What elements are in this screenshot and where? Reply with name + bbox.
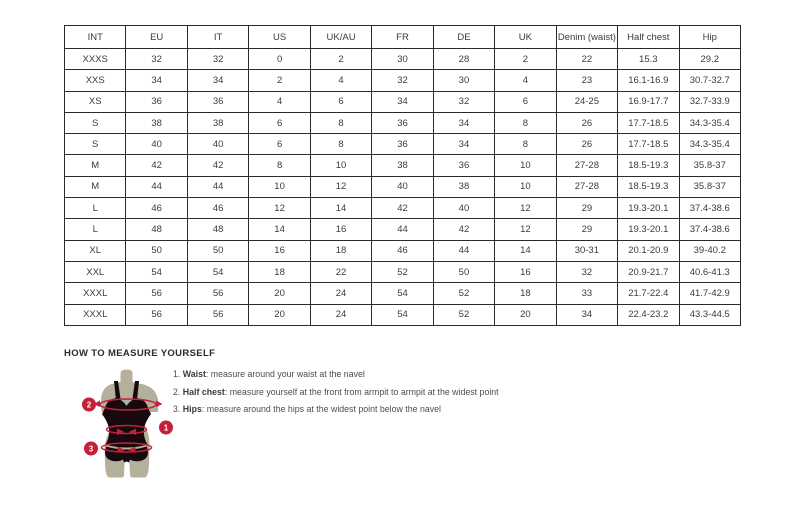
size-cell: 48	[187, 219, 248, 240]
table-row	[65, 70, 741, 91]
size-cell: M	[65, 176, 126, 197]
size-cell: 44	[126, 176, 187, 197]
size-cell: XXXL	[65, 283, 126, 304]
table-row	[65, 283, 741, 304]
size-cell: 52	[372, 261, 433, 282]
size-cell: 15.3	[618, 49, 679, 70]
size-cell: 26	[556, 112, 617, 133]
measure-instruction	[173, 387, 499, 397]
size-cell: XS	[65, 91, 126, 112]
table-row	[65, 219, 741, 240]
size-cell: 18	[310, 240, 371, 261]
size-cell: 19.3-20.1	[618, 219, 679, 240]
size-cell: 12	[495, 219, 556, 240]
size-cell: 22.4-23.2	[618, 304, 679, 325]
size-cell: 16	[310, 219, 371, 240]
size-cell: 40.6-41.3	[679, 261, 740, 282]
size-cell: 50	[433, 261, 494, 282]
size-cell: 50	[187, 240, 248, 261]
size-cell: 39-40.2	[679, 240, 740, 261]
table-row	[65, 240, 741, 261]
size-cell: 29.2	[679, 49, 740, 70]
size-cell: 24	[310, 304, 371, 325]
size-cell: 22	[556, 49, 617, 70]
size-cell: 44	[433, 240, 494, 261]
size-cell: 19.3-20.1	[618, 198, 679, 219]
size-cell: 16	[249, 240, 310, 261]
size-cell: 34	[433, 112, 494, 133]
table-row	[65, 91, 741, 112]
size-cell: 20	[495, 304, 556, 325]
size-cell: 44	[372, 219, 433, 240]
size-cell: XXXL	[65, 304, 126, 325]
size-cell: 41.7-42.9	[679, 283, 740, 304]
column-header: EU	[126, 26, 187, 49]
size-cell: 10	[495, 176, 556, 197]
measure-section-title: HOW TO MEASURE YOURSELF	[64, 348, 216, 359]
size-cell: 34.3-35.4	[679, 112, 740, 133]
size-cell: 36	[126, 91, 187, 112]
size-cell: S	[65, 112, 126, 133]
size-cell: 32.7-33.9	[679, 91, 740, 112]
size-cell: 14	[310, 198, 371, 219]
size-cell: 54	[372, 304, 433, 325]
size-cell: 38	[372, 155, 433, 176]
size-cell: 42	[126, 155, 187, 176]
size-cell: 18	[495, 283, 556, 304]
size-cell: 22	[310, 261, 371, 282]
size-cell: 18	[249, 261, 310, 282]
size-cell: 18.5-19.3	[618, 155, 679, 176]
size-cell: 34.3-35.4	[679, 134, 740, 155]
size-cell: 38	[126, 112, 187, 133]
size-cell: 8	[310, 112, 371, 133]
instruction-number: 1.	[173, 369, 183, 379]
column-header: FR	[372, 26, 433, 49]
instruction-number: 3.	[173, 404, 183, 414]
size-cell: 12	[310, 176, 371, 197]
size-cell: XXXS	[65, 49, 126, 70]
chest-arrow-right	[156, 401, 163, 408]
size-cell: XXL	[65, 261, 126, 282]
badge-waist	[159, 421, 173, 435]
size-table-head-row	[65, 26, 741, 49]
size-cell: 8	[249, 155, 310, 176]
measure-instruction	[173, 404, 499, 414]
size-table-body	[65, 49, 741, 326]
size-cell: 30	[433, 70, 494, 91]
size-cell: 37.4-38.6	[679, 219, 740, 240]
size-cell: 10	[310, 155, 371, 176]
instruction-term: Half chest	[182, 386, 225, 397]
size-cell: 32	[433, 91, 494, 112]
size-cell: 10	[249, 176, 310, 197]
column-header: Hip	[679, 26, 740, 49]
size-cell: 26	[556, 134, 617, 155]
size-cell: 24-25	[556, 91, 617, 112]
table-row	[65, 155, 741, 176]
column-header: UK	[495, 26, 556, 49]
size-cell: 20	[249, 283, 310, 304]
size-cell: 30	[372, 49, 433, 70]
size-cell: 44	[187, 176, 248, 197]
size-cell: 56	[187, 304, 248, 325]
size-cell: 10	[495, 155, 556, 176]
size-table-head	[65, 26, 741, 49]
table-row	[65, 176, 741, 197]
size-cell: 40	[433, 198, 494, 219]
instruction-text: : measure around your waist at the navel	[205, 369, 365, 379]
size-cell: 30-31	[556, 240, 617, 261]
size-cell: 8	[495, 134, 556, 155]
size-cell: 12	[495, 198, 556, 219]
size-cell: 36	[433, 155, 494, 176]
column-header: US	[249, 26, 310, 49]
badge-hips	[84, 442, 98, 456]
size-cell: 14	[249, 219, 310, 240]
size-cell: 28	[433, 49, 494, 70]
size-cell: 34	[433, 134, 494, 155]
size-cell: 2	[310, 49, 371, 70]
size-cell: 4	[249, 91, 310, 112]
column-header: IT	[187, 26, 248, 49]
size-cell: 34	[556, 304, 617, 325]
size-cell: 54	[187, 261, 248, 282]
size-cell: 27-28	[556, 155, 617, 176]
size-cell: 52	[433, 283, 494, 304]
size-cell: 2	[495, 49, 556, 70]
size-cell: 36	[187, 91, 248, 112]
size-cell: 54	[372, 283, 433, 304]
size-cell: 16.9-17.7	[618, 91, 679, 112]
size-cell: 50	[126, 240, 187, 261]
size-cell: M	[65, 155, 126, 176]
instruction-term: Waist	[182, 369, 206, 379]
size-cell: S	[65, 134, 126, 155]
size-cell: 8	[495, 112, 556, 133]
size-table	[64, 25, 741, 326]
size-cell: 38	[187, 112, 248, 133]
size-cell: 34	[372, 91, 433, 112]
size-cell: 16.1-16.9	[618, 70, 679, 91]
size-cell: 40	[126, 134, 187, 155]
table-row	[65, 49, 741, 70]
size-cell: 17.7-18.5	[618, 112, 679, 133]
instruction-text: : measure around the hips at the widest point below the navel	[201, 404, 441, 414]
size-cell: L	[65, 219, 126, 240]
size-cell: 4	[310, 70, 371, 91]
badge-waist-number: 1	[163, 423, 169, 433]
instruction-text: : measure yourself at the front from armpit to armpit at the widest point	[224, 386, 499, 397]
size-cell: 17.7-18.5	[618, 134, 679, 155]
size-cell: 20.1-20.9	[618, 240, 679, 261]
table-row	[65, 261, 741, 282]
size-cell: 56	[187, 283, 248, 304]
size-cell: 20	[249, 304, 310, 325]
size-cell: 35.8-37	[679, 176, 740, 197]
size-cell: 56	[126, 283, 187, 304]
measure-instruction	[173, 369, 499, 379]
size-cell: L	[65, 198, 126, 219]
size-cell: 12	[249, 198, 310, 219]
size-cell: 27-28	[556, 176, 617, 197]
column-header: DE	[433, 26, 494, 49]
size-cell: XL	[65, 240, 126, 261]
size-cell: 43.3-44.5	[679, 304, 740, 325]
size-cell: 2	[249, 70, 310, 91]
size-cell: 20.9-21.7	[618, 261, 679, 282]
size-cell: 42	[187, 155, 248, 176]
size-cell: 42	[433, 219, 494, 240]
size-cell: XXS	[65, 70, 126, 91]
size-cell: 32	[372, 70, 433, 91]
size-cell: 24	[310, 283, 371, 304]
size-cell: 35.8-37	[679, 155, 740, 176]
size-cell: 54	[126, 261, 187, 282]
size-cell: 33	[556, 283, 617, 304]
table-row	[65, 198, 741, 219]
size-cell: 38	[433, 176, 494, 197]
size-cell: 6	[310, 91, 371, 112]
size-cell: 16	[495, 261, 556, 282]
size-cell: 0	[249, 49, 310, 70]
measure-instructions-list	[173, 369, 499, 422]
column-header: INT	[65, 26, 126, 49]
size-cell: 29	[556, 198, 617, 219]
size-cell: 29	[556, 219, 617, 240]
size-cell: 4	[495, 70, 556, 91]
size-cell: 46	[187, 198, 248, 219]
size-cell: 37.4-38.6	[679, 198, 740, 219]
size-cell: 6	[495, 91, 556, 112]
size-cell: 6	[249, 134, 310, 155]
size-cell: 14	[495, 240, 556, 261]
size-cell: 40	[187, 134, 248, 155]
size-cell: 8	[310, 134, 371, 155]
size-cell: 34	[126, 70, 187, 91]
badge-chest	[82, 398, 96, 412]
size-cell: 42	[372, 198, 433, 219]
size-cell: 36	[372, 112, 433, 133]
instruction-number: 2.	[173, 386, 183, 397]
size-cell: 48	[126, 219, 187, 240]
size-cell: 52	[433, 304, 494, 325]
table-row	[65, 304, 741, 325]
size-cell: 46	[372, 240, 433, 261]
column-header: Half chest	[618, 26, 679, 49]
size-cell: 56	[126, 304, 187, 325]
table-row	[65, 134, 741, 155]
badge-chest-number: 2	[86, 400, 92, 410]
size-cell: 34	[187, 70, 248, 91]
size-cell: 46	[126, 198, 187, 219]
size-cell: 23	[556, 70, 617, 91]
table-row	[65, 112, 741, 133]
size-cell: 21.7-22.4	[618, 283, 679, 304]
size-cell: 32	[187, 49, 248, 70]
column-header: Denim (waist)	[556, 26, 617, 49]
size-cell: 18.5-19.3	[618, 176, 679, 197]
size-cell: 32	[556, 261, 617, 282]
badge-hips-number: 3	[88, 444, 94, 454]
size-cell: 6	[249, 112, 310, 133]
column-header: UK/AU	[310, 26, 371, 49]
instruction-term: Hips	[182, 404, 202, 414]
size-cell: 36	[372, 134, 433, 155]
size-cell: 40	[372, 176, 433, 197]
size-cell: 32	[126, 49, 187, 70]
size-cell: 30.7-32.7	[679, 70, 740, 91]
